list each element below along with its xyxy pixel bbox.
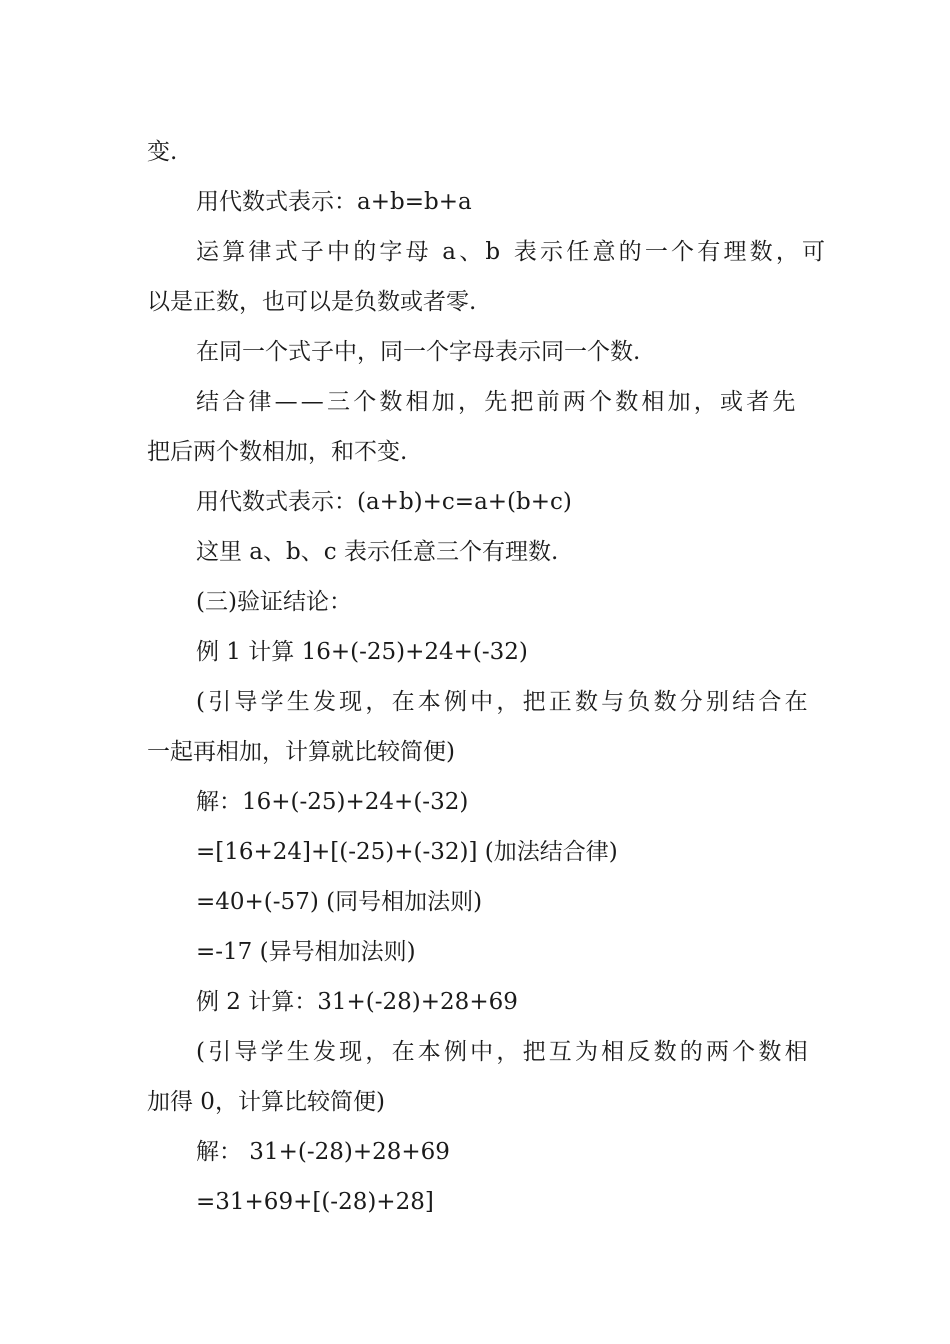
text-line: 以是正数，也可以是负数或者零. bbox=[147, 289, 477, 315]
text-line: (引导学生发现，在本例中，把正数与负数分别结合在 bbox=[196, 689, 811, 715]
text-line: 解： 31+(-28)+28+69 bbox=[196, 1139, 450, 1165]
text-line: 例 2 计算：31+(-28)+28+69 bbox=[196, 989, 518, 1015]
text-line: =31+69+[(-28)+28] bbox=[196, 1189, 434, 1215]
text-line: (三)验证结论： bbox=[196, 589, 352, 615]
text-line: =40+(-57) (同号相加法则) bbox=[196, 889, 483, 915]
text-line: =-17 (异号相加法则) bbox=[196, 939, 416, 965]
text-line: 用代数式表示：(a+b)+c=a+(b+c) bbox=[196, 489, 572, 515]
text-line: 例 1 计算 16+(-25)+24+(-32) bbox=[196, 639, 528, 665]
text-line: 一起再相加，计算就比较简便) bbox=[147, 739, 455, 765]
text-line: 加得 0，计算比较简便) bbox=[147, 1089, 385, 1115]
text-line: 运算律式子中的字母 a、b 表示任意的一个有理数，可 bbox=[196, 239, 829, 265]
text-line: 解：16+(-25)+24+(-32) bbox=[196, 789, 469, 815]
text-line: (引导学生发现，在本例中，把互为相反数的两个数相 bbox=[196, 1039, 811, 1065]
text-line: =[16+24]+[(-25)+(-32)] (加法结合律) bbox=[196, 839, 618, 865]
text-line: 在同一个式子中，同一个字母表示同一个数. bbox=[196, 339, 641, 365]
text-line: 把后两个数相加，和不变. bbox=[147, 439, 408, 465]
text-line: 这里 a、b、c 表示任意三个有理数. bbox=[196, 539, 559, 565]
text-line: 变. bbox=[147, 139, 178, 165]
text-line: 用代数式表示：a+b=b+a bbox=[196, 189, 472, 215]
text-line: 结合律——三个数相加，先把前两个数相加，或者先 bbox=[196, 389, 799, 415]
